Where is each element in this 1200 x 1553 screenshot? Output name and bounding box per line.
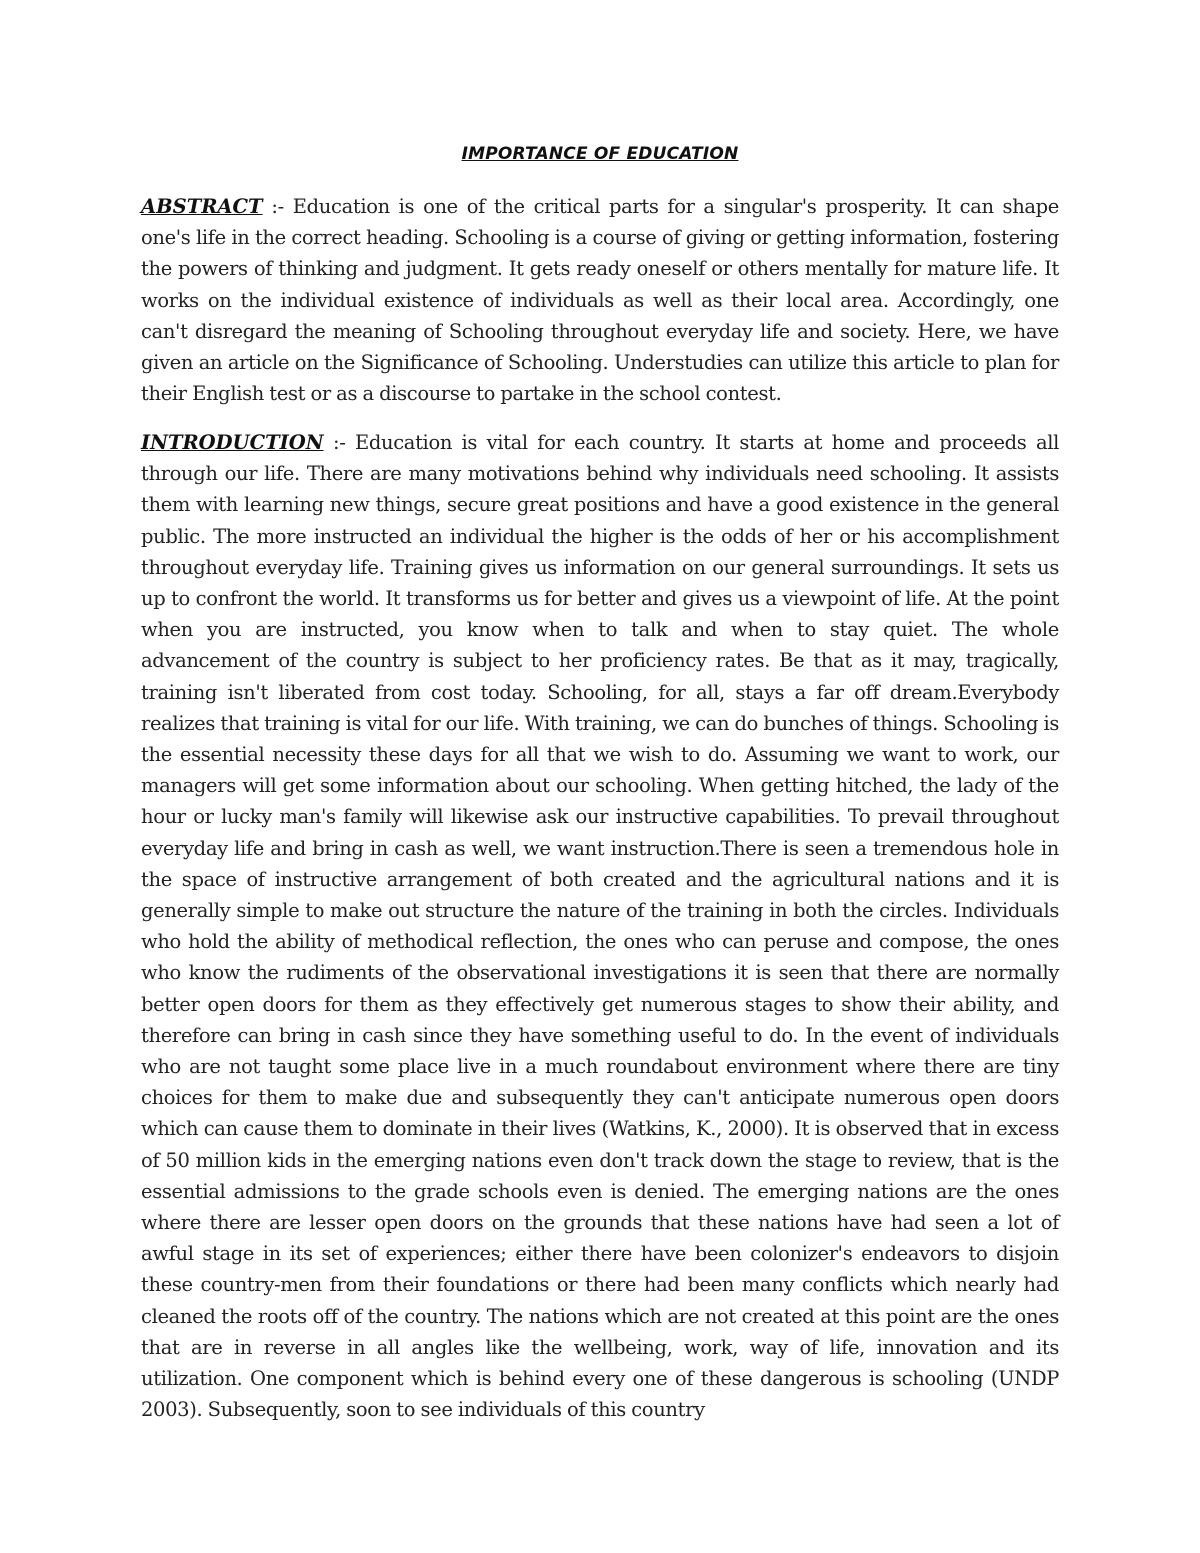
introduction-text: Education is vital for each country. It starts at home and proceeds all through our life. There are many motivations behind why individuals need schooling. It assists them with learning new things, secure great positions and have a good existence in the general public. The more instructed an individual the higher is the odds of her or his accomplishment throughout everyday life. Training gives us information on our general surroundings. It sets us up to confront the world. It transforms us for better and gives us a viewpoint of life. At the point when you are instructed, you know when to talk and when to stay quiet. The whole advancement of the country is subject to her proficiency rates. Be that as it may, tragically, training isn't liberated from cost today. Schooling, for all, stays a far off dream.Everybody realizes that training is vital for our life. With training, we can do bunches of things. Schooling is the essential necessity these days for all that we wish to do. Assuming we want to work, our managers will get some information about our schooling. When getting hitched, the lady of the hour or lucky man's family will likewise ask our instructive capabilities. To prevail throughout everyday life and bring in cash as well, we want instruction.There is seen a tremendous hole in the space of instructive arrangement of both created and the agricultural nations and it is generally simple to make out structure the nature of the training in both the circles. Individuals who hold the ability of methodical reflection, the ones who can peruse and compose, the ones who know the rudiments of the observational investigations it is seen that there are normally better open doors for them as they effectively get numerous stages to show their ability, and therefore can bring in cash since they have something useful to do. In the event of individuals who are not taught some place live in a much roundabout environment where there are tiny choices for them to make due and subsequently they can't anticipate numerous open doors which can cause them to dominate in their lives (Watkins, K., 2000). It is observed that in excess of 50 million kids in the emerging nations even don't track down the stage to review, that is the essential admissions to the grade schools even is denied. The emerging nations are the ones where there are lesser open doors on the grounds that these nations have had seen a lot of awful stage in its set of experiences; either there have been colonizer's endeavors to disjoin these country-men from their foundations or there had been many conflicts which nearly had cleaned the roots off of the country. The nations which are not created at this point are the ones that are in reverse in all angles like the wellbeing, work, way of life, innovation and its utilization. One component which is behind every one of these dangerous is schooling (UNDP 2003). Subsequently, soon to see individuals of this country xyxy=(141,431,1059,1422)
abstract-separator: :- xyxy=(262,195,293,218)
introduction-heading: INTRODUCTION xyxy=(141,431,324,454)
abstract-heading: ABSTRACT xyxy=(141,195,263,218)
document-title: IMPORTANCE OF EDUCATION xyxy=(461,144,739,164)
introduction-paragraph xyxy=(141,427,1059,1426)
abstract-text: Education is one of the critical parts for a singular's prosperity. It can shape one's life in the correct heading. Schooling is a course of giving or getting information, fostering the powers of thinking and judgment. It gets ready oneself or others mentally for mature life. It works on the individual existence of individuals as well as their local area. Accordingly, one can't disregard the meaning of Schooling throughout everyday life and society. Here, we have given an article on the Significance of Schooling. Understudies can utilize this article to plan for their English test or as a discourse to partake in the school contest. xyxy=(141,195,1059,406)
abstract-paragraph xyxy=(141,191,1059,409)
introduction-separator: :- xyxy=(323,431,355,454)
